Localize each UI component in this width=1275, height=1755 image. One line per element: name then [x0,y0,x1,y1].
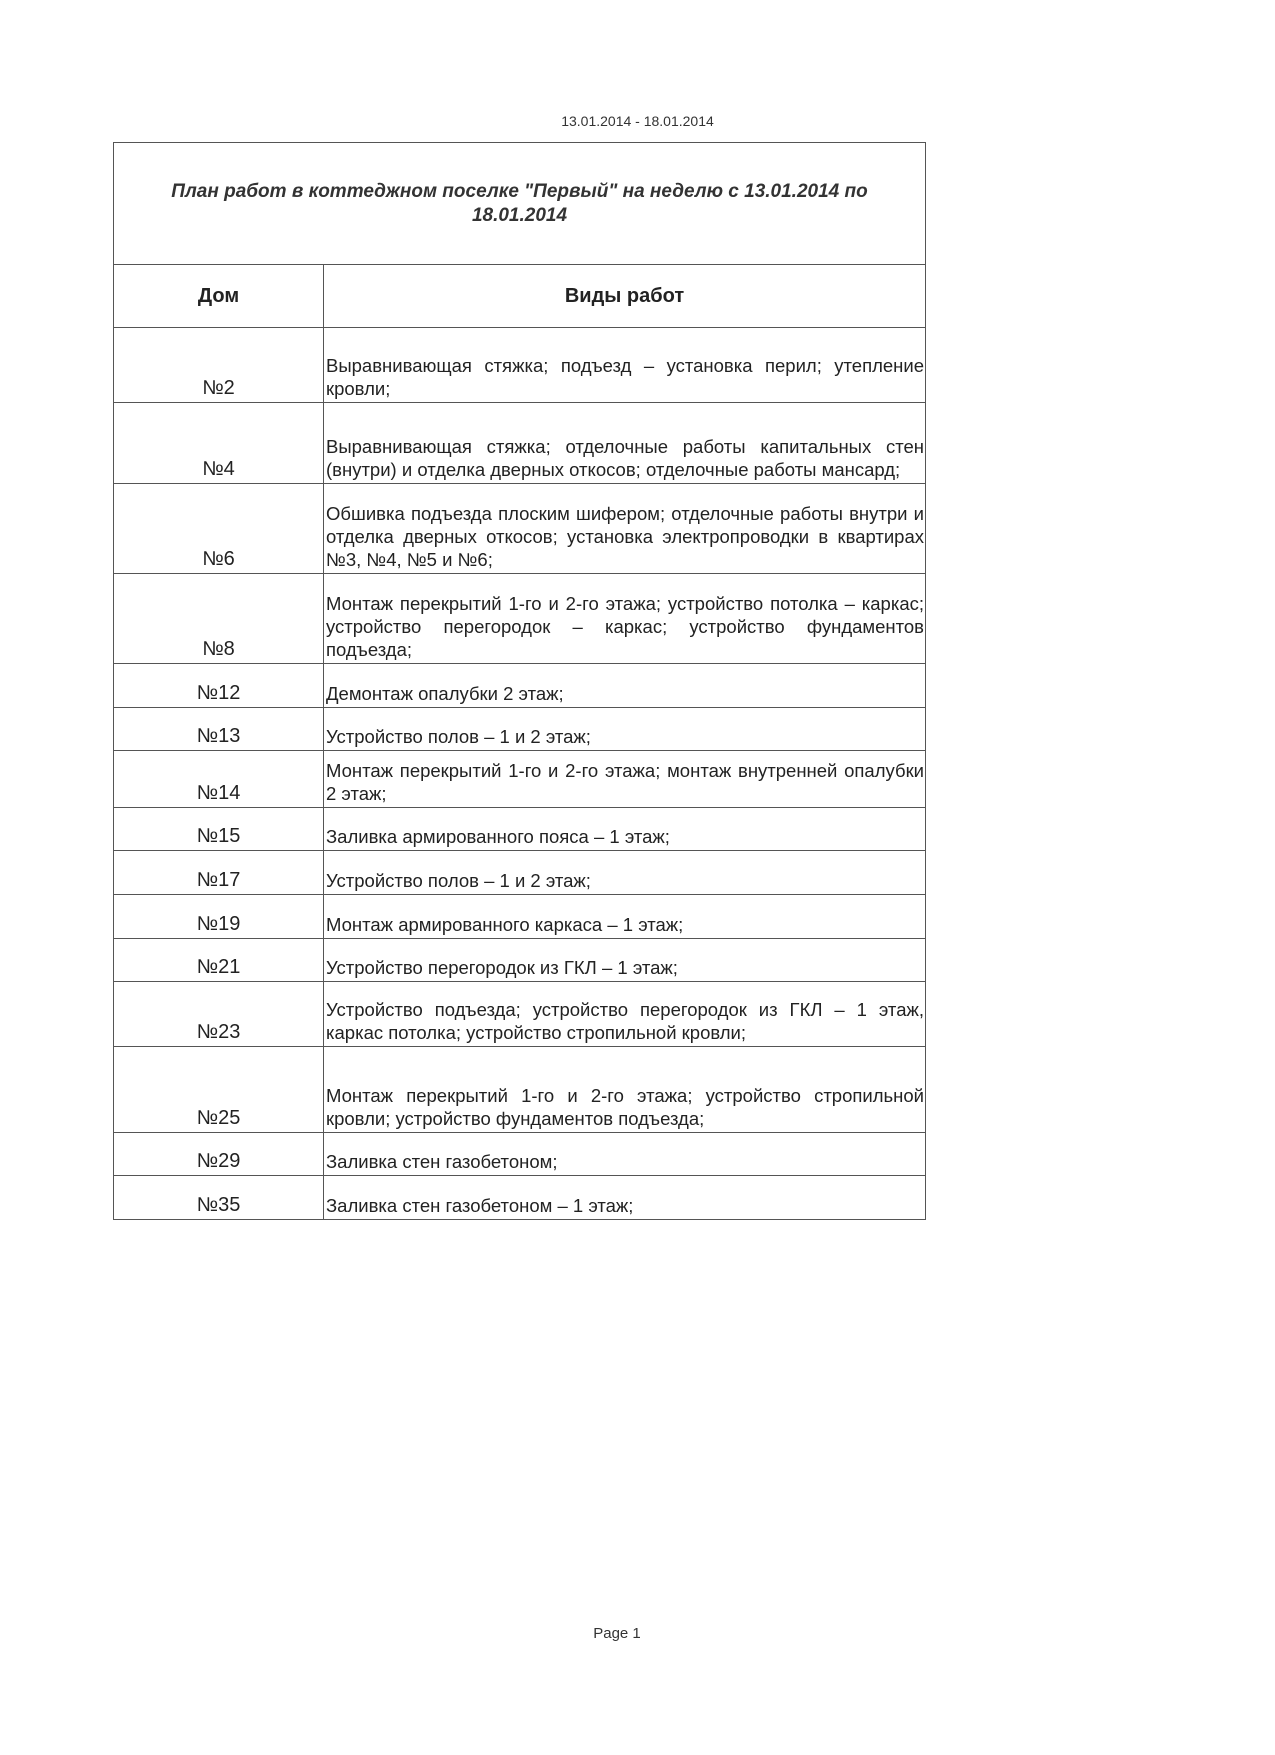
house-number: №19 [114,895,324,939]
house-number: №8 [114,574,324,664]
page-number: Page 1 [593,1625,641,1642]
work-types: Устройство подъезда; устройство перегородок из ГКЛ – 1 этаж, каркас потолка; устройство стропильной кровли; [324,982,926,1047]
table-row [114,328,926,403]
house-number: №29 [114,1133,324,1176]
house-number: №25 [114,1047,324,1133]
work-types: Демонтаж опалубки 2 этаж; [324,664,926,708]
table-row [114,708,926,751]
work-types: Заливка стен газобетоном – 1 этаж; [324,1176,926,1220]
work-types: Монтаж перекрытий 1-го и 2-го этажа; устройство стропильной кровли; устройство фундаментов подъезда; [324,1047,926,1133]
house-number: №6 [114,484,324,574]
work-types: Выравнивающая стяжка; подъезд – установка перил; утепление кровли; [324,328,926,403]
work-types: Устройство полов – 1 и 2 этаж; [324,851,926,895]
house-number: №15 [114,808,324,851]
work-types: Обшивка подъезда плоским шифером; отделочные работы внутри и отделка дверных откосов; установка электропроводки в квартирах №3, №4, №5 и №6; [324,484,926,574]
house-number: №12 [114,664,324,708]
house-number: №21 [114,939,324,982]
work-types: Монтаж армированного каркаса – 1 этаж; [324,895,926,939]
work-types: Заливка армированного пояса – 1 этаж; [324,808,926,851]
table-row [114,1047,926,1133]
table-row [114,851,926,895]
house-number: №17 [114,851,324,895]
table-row [114,403,926,484]
work-types: Монтаж перекрытий 1-го и 2-го этажа; устройство потолка – каркас; устройство перегородок – каркас; устройство фундаментов подъезда; [324,574,926,664]
table-row [114,895,926,939]
work-plan-table-body [114,143,926,1220]
table-title-row [114,143,926,265]
table-row [114,808,926,851]
table-row [114,1176,926,1220]
column-header-house: Дом [114,265,324,328]
work-types: Заливка стен газобетоном; [324,1133,926,1176]
table-row [114,484,926,574]
house-number: №23 [114,982,324,1047]
work-types: Устройство перегородок из ГКЛ – 1 этаж; [324,939,926,982]
table-row [114,664,926,708]
table-header-row [114,265,926,328]
house-number: №14 [114,751,324,808]
work-types: Монтаж перекрытий 1-го и 2-го этажа; монтаж внутренней опалубки 2 этаж; [324,751,926,808]
work-types: Выравнивающая стяжка; отделочные работы капитальных стен (внутри) и отделка дверных откосов; отделочные работы мансард; [324,403,926,484]
work-types: Устройство полов – 1 и 2 этаж; [324,708,926,751]
work-plan-table [113,142,926,1220]
table-title: План работ в коттеджном поселке "Первый" на неделю с 13.01.2014 по 18.01.2014 [114,143,926,265]
house-number: №13 [114,708,324,751]
page-header-date-range: 13.01.2014 - 18.01.2014 [561,113,714,129]
table-row [114,939,926,982]
column-header-works: Виды работ [324,265,926,328]
table-row [114,751,926,808]
house-number: №4 [114,403,324,484]
house-number: №35 [114,1176,324,1220]
table-row [114,982,926,1047]
table-row [114,574,926,664]
house-number: №2 [114,328,324,403]
table-row [114,1133,926,1176]
